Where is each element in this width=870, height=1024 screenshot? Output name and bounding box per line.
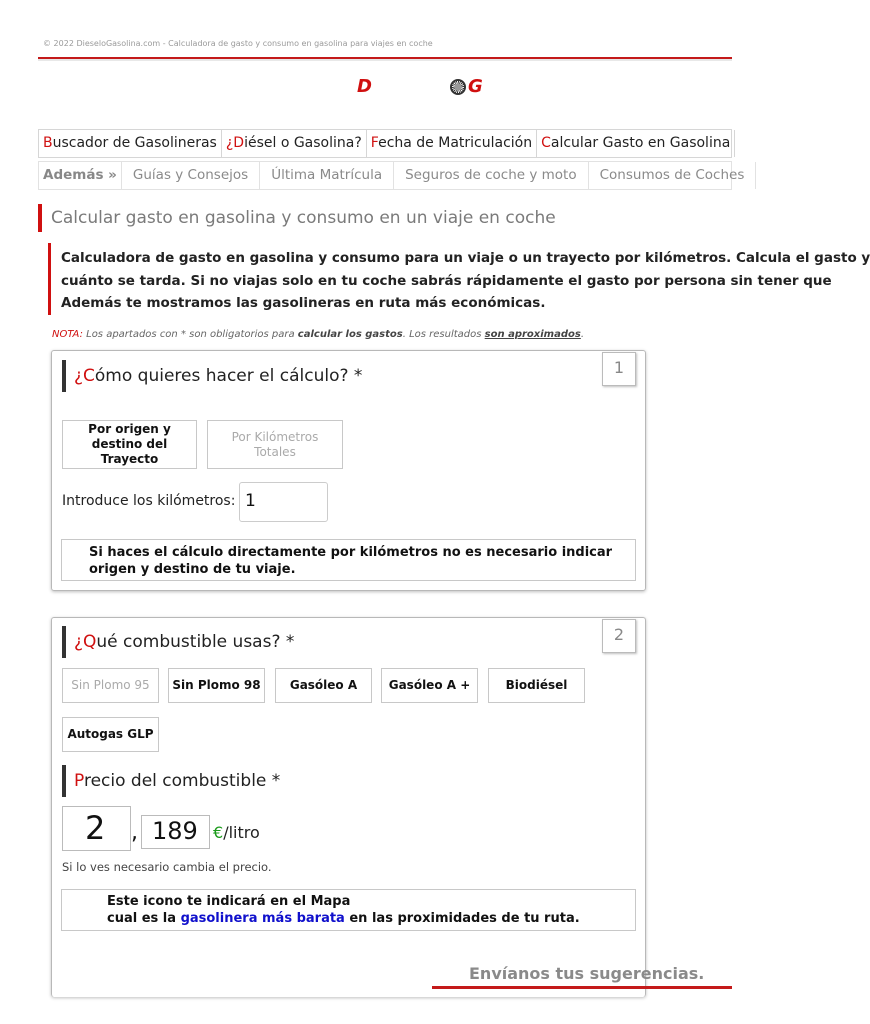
cheapest-station-info <box>61 889 636 931</box>
suggestions-underline <box>432 986 732 989</box>
price-integer-value: 2 <box>85 809 106 847</box>
intro-line-3: Además te mostramos las gasolineras en ruta más económicas. <box>61 295 546 311</box>
nota-text: NOTA: Los apartados con * son obligatorios para calcular los gastos. Los resultados son aproximados. <box>52 329 585 340</box>
km-label: Introduce los kilómetros: <box>62 493 236 509</box>
fuel-autogas-glp[interactable]: Autogas GLP <box>62 717 159 752</box>
euro-sign: € <box>213 823 224 842</box>
price-unit: €/litro <box>213 823 260 842</box>
by-km-button[interactable]: Por Kilómetros Totales <box>207 420 343 469</box>
nav-guias-consejos[interactable]: Guías y Consejos <box>122 162 260 189</box>
logo-gasolina[interactable] <box>450 76 483 97</box>
nav-ultima-matricula[interactable]: Última Matrícula <box>260 162 394 189</box>
km-info-text: Si haces el cálculo directamente por kilómetros no es necesario indicar origen y destino de tu viaje. <box>89 545 613 577</box>
logo-g-letter: G <box>468 76 483 97</box>
price-heading: Precio del combustible * <box>62 765 280 797</box>
intro-line-2: cuánto se tarda. Si no viajas solo en tu coche sabrás rápidamente el gasto por persona sin tener que <box>61 272 832 289</box>
copyright-text: © 2022 DieseloGasolina.com - Calculadora de gasto y consumo en gasolina para viajes en coche <box>43 39 433 48</box>
nav-seguros[interactable]: Seguros de coche y moto <box>394 162 589 189</box>
km-input[interactable] <box>239 482 328 522</box>
wheel-icon <box>450 79 466 95</box>
by-route-button[interactable]: Por origen y destino del Trayecto <box>62 420 197 469</box>
step-number-1: 1 <box>602 352 636 386</box>
cheapest-station-link[interactable]: gasolinera más barata <box>180 911 345 926</box>
fuel-gasoleo-a[interactable]: Gasóleo A <box>275 668 372 703</box>
price-separator: , <box>131 820 138 845</box>
price-decimal-value: 189 <box>152 817 198 845</box>
km-input-value: 1 <box>245 491 256 511</box>
fuel-gasoleo-a-plus[interactable]: Gasóleo A + <box>381 668 478 703</box>
price-decimal-input[interactable] <box>141 815 210 849</box>
fuel-sin-plomo-98[interactable]: Sin Plomo 98 <box>168 668 265 703</box>
km-info-box <box>61 539 636 581</box>
price-hint: Si lo ves necesario cambia el precio. <box>62 860 272 874</box>
page-title: Calcular gasto en gasolina y consumo en un viaje en coche <box>38 204 556 232</box>
fuel-sin-plomo-95[interactable]: Sin Plomo 95 <box>62 668 159 703</box>
aproximados-link[interactable]: son aproximados <box>484 329 581 340</box>
nav-consumos-coches[interactable]: Consumos de Coches <box>589 162 757 189</box>
logo-diesel[interactable]: D <box>357 76 372 97</box>
cheapest-info-line-2: cual es la gasolinera más barata en las proximidades de tu ruta. <box>107 911 580 926</box>
nav-diesel-o-gasolina[interactable]: ¿Diésel o Gasolina? <box>222 130 367 157</box>
intro-text <box>48 243 870 315</box>
nav-calcular-gasto[interactable]: Calcular Gasto en Gasolina <box>537 130 735 157</box>
main-nav <box>38 129 732 158</box>
intro-line-1: Calculadora de gasto en gasolina y consumo para un viaje o un trayecto por kilómetros. Calcula el gasto y <box>61 250 870 266</box>
cheapest-info-line-1: Este icono te indicará en el Mapa <box>107 894 351 909</box>
nav-buscador-gasolineras[interactable]: Buscador de Gasolineras <box>39 130 222 157</box>
calc-method-heading: ¿Cómo quieres hacer el cálculo? * <box>62 360 362 392</box>
secondary-nav <box>38 161 745 190</box>
nav-ademas[interactable]: Además » <box>39 162 122 189</box>
fuel-biodiesel[interactable]: Biodiésel <box>488 668 585 703</box>
nav-fecha-matriculacion[interactable]: Fecha de Matriculación <box>367 130 537 157</box>
suggestions-link[interactable]: Envíanos tus sugerencias. <box>469 964 705 983</box>
fuel-heading: ¿Qué combustible usas? * <box>62 626 294 658</box>
step-number-2: 2 <box>602 619 636 653</box>
price-integer-input[interactable] <box>62 806 131 851</box>
header-divider-shadow <box>38 59 732 61</box>
